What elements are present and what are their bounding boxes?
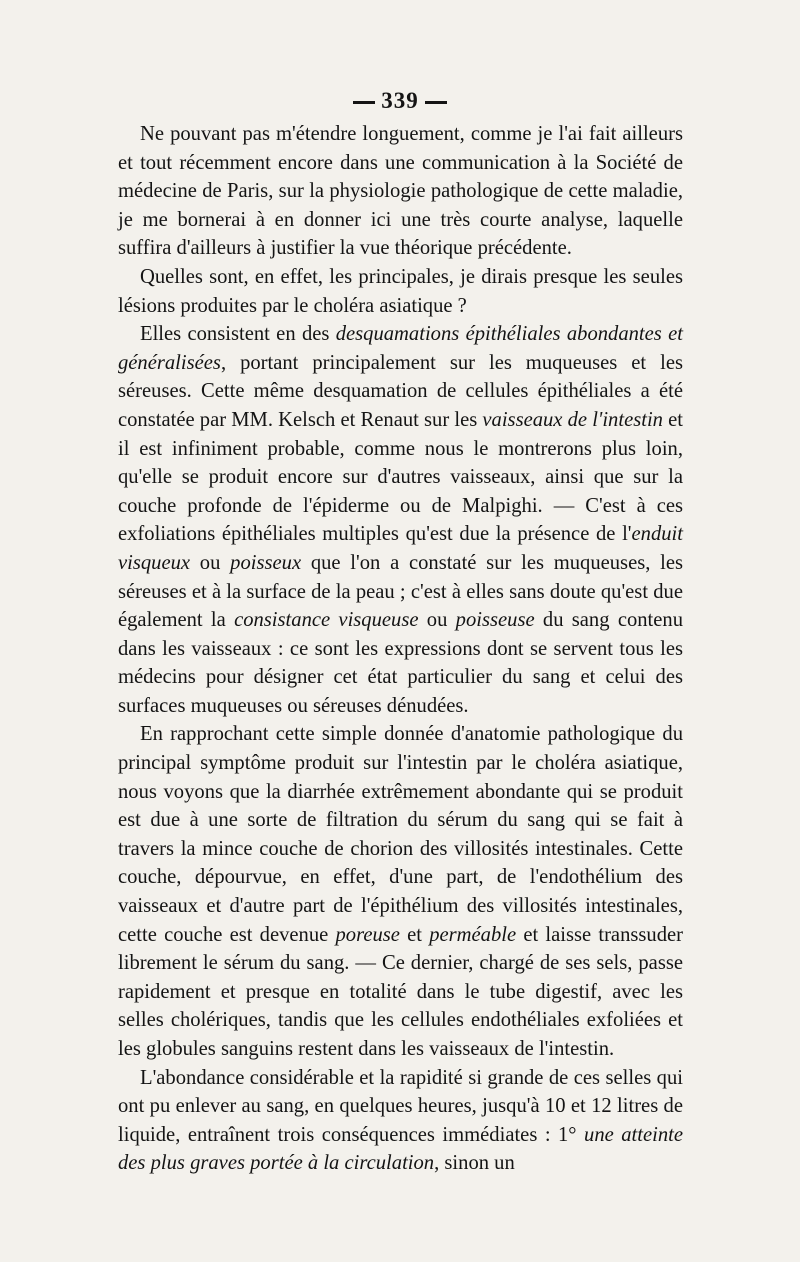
text-run: ou: [418, 609, 456, 632]
italic-text: enduit visqueux: [118, 523, 683, 574]
page-number: [0, 88, 800, 114]
paragraph: [118, 320, 683, 720]
italic-text: poisseuse: [455, 609, 535, 632]
italic-text: poisseux: [230, 551, 302, 574]
text-run: et: [399, 923, 430, 946]
text-run: Quelles sont, en effet, les principales, je dirais presque les seules lésions produites par le choléra asiatique ?: [118, 265, 683, 317]
italic-text: poreuse: [335, 923, 400, 946]
text-run: Ne pouvant pas m'étendre longuement, comme je l'ai fait ailleurs et tout récemment encore dans une communication à la Société de médecine de Paris, sur la physiologie pathologique de cette maladie, je me bornerai à en donner ici une très courte analyse, laquelle suffira d'ailleurs à justifier la vue théorique précédente.: [118, 123, 683, 260]
page-number-dash-left: [353, 101, 375, 104]
text-run: Elles consistent en des: [140, 323, 336, 346]
text-run: En rapprochant cette simple donnée d'anatomie pathologique du principal symptôme produit sur l'intestin par le choléra asiatique, nous voyons que la diarrhée extrêmement abondante qui se produit est due à une sorte de filtration du sérum du sang qui se fait à travers la mince couche de chorion des villosités intestinales. Cette couche, dépourvue, en effet, d'une part, de l'endothélium des vaisseaux et d'autre part de l'épithélium des villosités intestinales, cette couche est devenue: [118, 723, 683, 946]
text-run: et il est infiniment probable, comme nous le montrerons plus loin, qu'elle se produit encore sur d'autres vaisseaux, ainsi que sur la couche profonde de l'épiderme ou de Malpighi. — C'est à ces exfoliations épithéliales multiples qu'est due la présence de l': [118, 408, 684, 546]
text-run: , portant principalement sur les muqueuses et les séreuses. Cette même desquamation de cellules épithéliales a été constatée par MM. Kelsch et Renaut sur les: [118, 351, 683, 431]
text-run: et laisse transsuder librement le sérum du sang. — Ce dernier, chargé de ses sels, passe rapidement et presque en totalité dans le tube digestif, avec les selles cholériques, tandis que les cellules endothéliales exfoliées et les globules sanguins restent dans les vaisseaux de l'intestin.: [118, 923, 683, 1060]
body-text: [118, 120, 683, 1178]
paragraph: [118, 720, 683, 1063]
italic-text: perméable: [429, 923, 517, 946]
paragraph: [118, 120, 683, 263]
text-run: , sinon un: [434, 1152, 515, 1175]
text-run: L'abondance considérable et la rapidité si grande de ces selles qui ont pu enlever au sang, en quelques heures, jusqu'à 10 et 12 litres de liquide, entraînent trois conséquences immédiates : 1°: [118, 1066, 683, 1146]
italic-text: consistance visqueuse: [234, 609, 419, 632]
text-run: du sang contenu dans les vaisseaux : ce sont les expressions dont se servent tous les médecins pour désigner cet état particulier du sang et celui des surfaces muqueuses ou séreuses dénudées.: [118, 609, 684, 717]
paragraph: [118, 263, 683, 320]
italic-text: vaisseaux de l'intestin: [482, 408, 663, 431]
italic-text: desquamations épithéliales abondantes et généralisées: [118, 323, 683, 374]
italic-text: une atteinte des plus graves portée à la circulation: [118, 1123, 684, 1175]
text-run: que l'on a constaté sur les muqueuses, les séreuses et à la surface de la peau ; c'est à elles sans doute qu'est due également la: [118, 551, 683, 632]
page-number-value: 339: [381, 88, 419, 113]
text-run: ou: [190, 551, 231, 574]
paragraph: [118, 1064, 683, 1178]
page-number-dash-right: [425, 101, 447, 104]
